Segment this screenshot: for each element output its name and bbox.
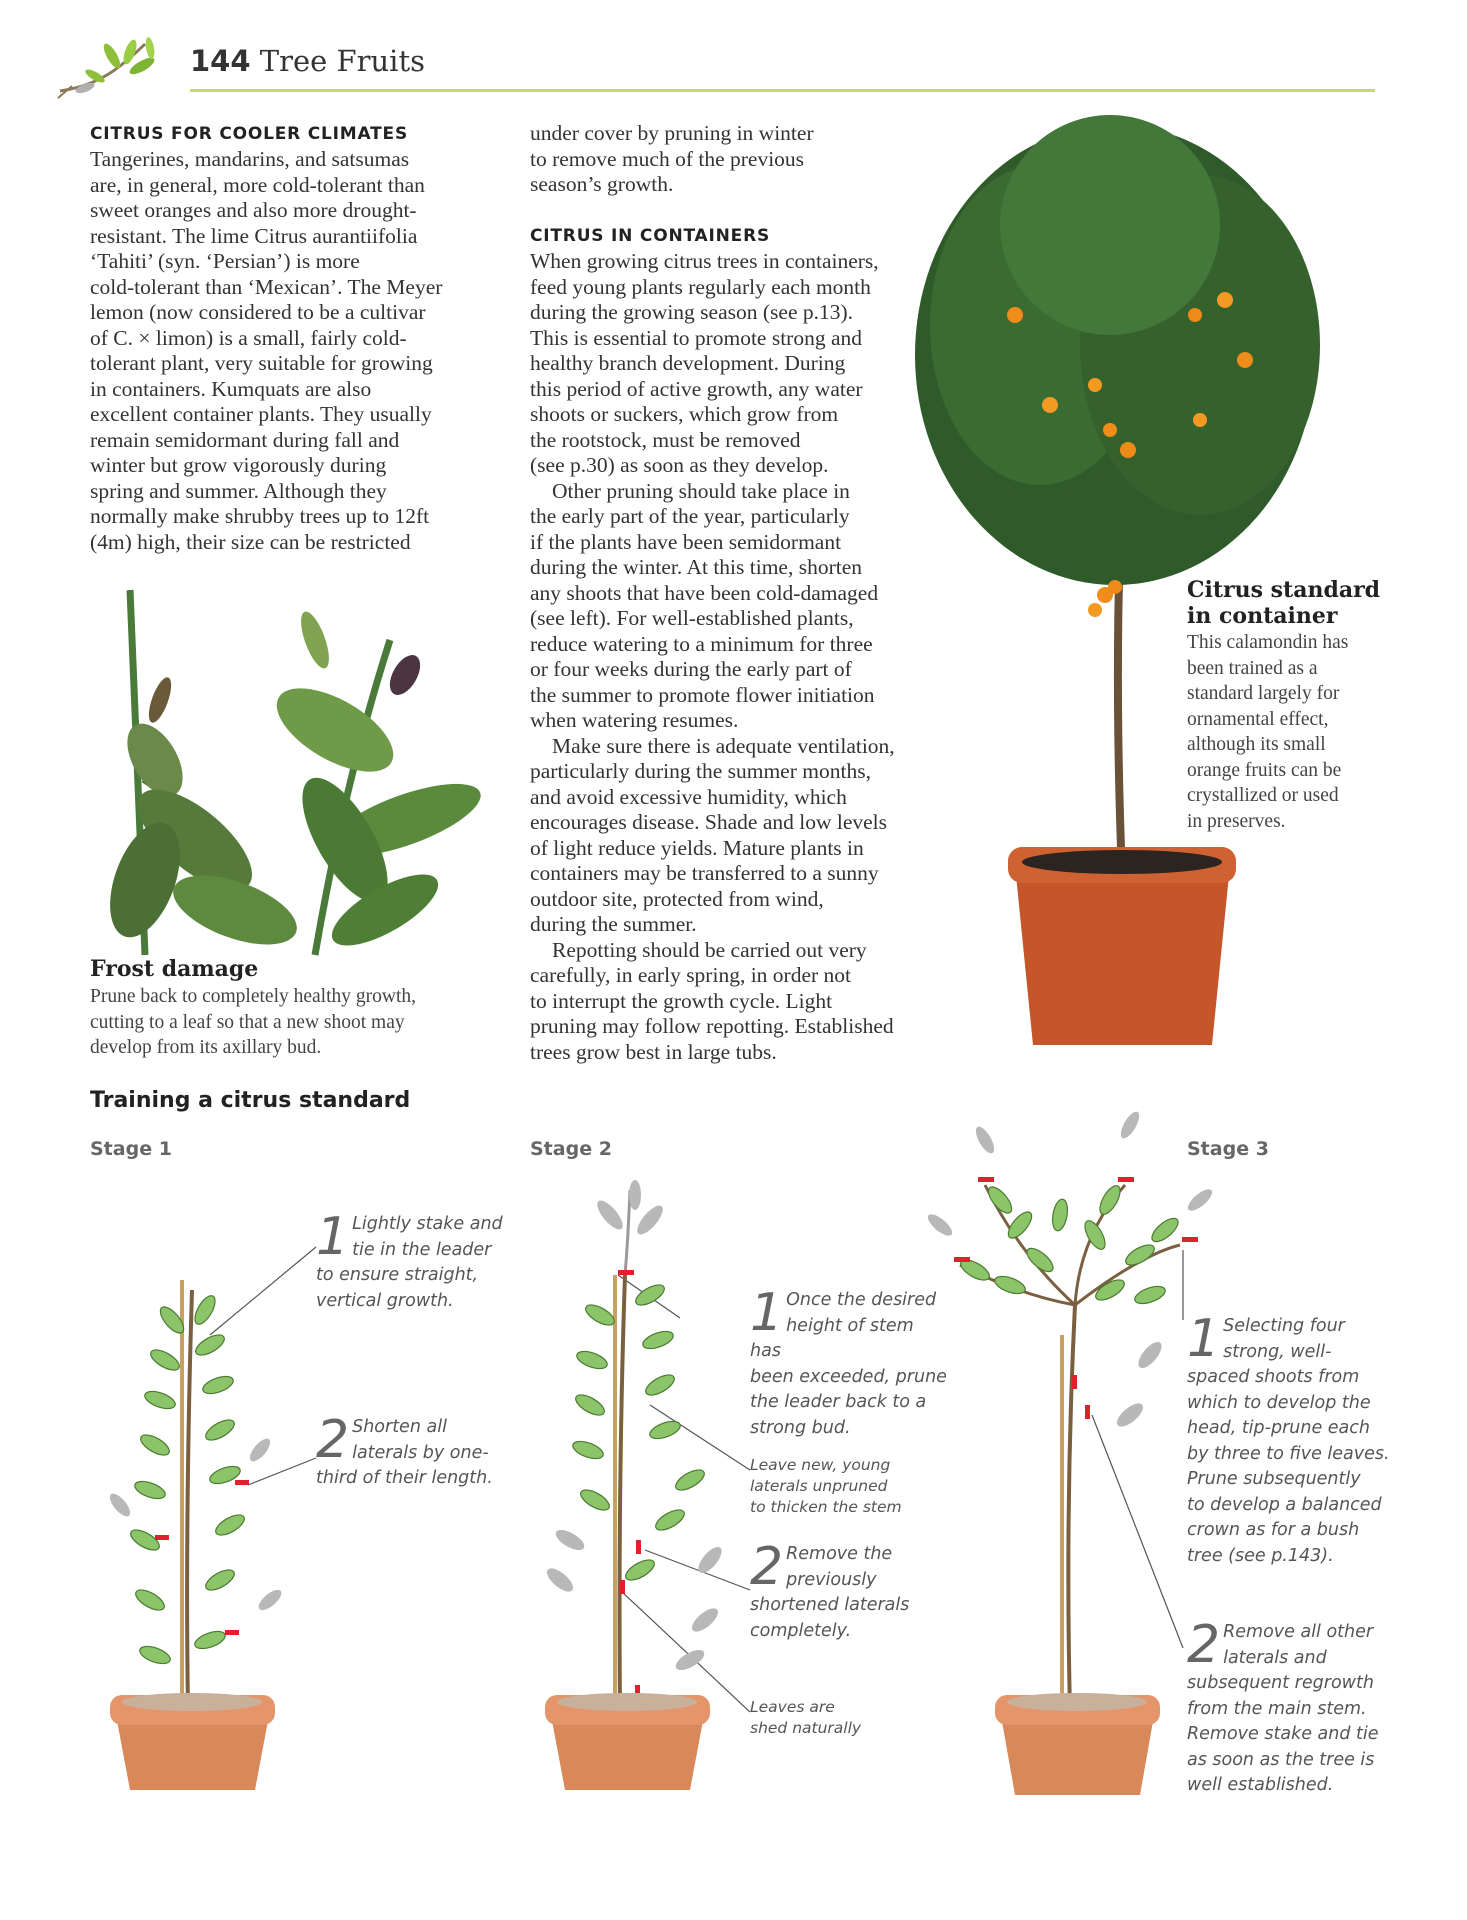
anno-line: height of stem has (750, 1315, 914, 1361)
text-line: under cover by pruning in winter (530, 121, 814, 145)
text-line: lemon (now considered to be a cultivar (90, 300, 426, 324)
stage-3-annotation-2 (1187, 1615, 1397, 1799)
text-line: tolerant plant, very suitable for growing (90, 351, 433, 375)
step-number: 1 (750, 1283, 784, 1343)
caption-line: Prune back to completely healthy growth, (90, 986, 416, 1007)
caption-line: orange fruits can be (1187, 759, 1342, 781)
text-line: normally make shrubby trees up to 12ft (90, 504, 430, 528)
note-line: Leave new, young (750, 1456, 891, 1474)
text-line: containers may be transferred to a sunny (530, 861, 879, 885)
anno-line: to develop a balanced (1187, 1494, 1382, 1515)
note-line: laterals unpruned (750, 1477, 888, 1495)
step-number: 2 (1187, 1615, 1221, 1675)
text-line: if the plants have been semidormant (530, 529, 842, 554)
text-line: trees grow best in large tubs. (530, 1039, 777, 1064)
caption-line: although its small (1187, 734, 1326, 755)
anno-line: completely. (750, 1620, 852, 1641)
anno-line: third of their length. (316, 1468, 493, 1488)
text-line: shoots or suckers, which grow from (530, 402, 839, 426)
section-title: Tree Fruits (259, 44, 425, 78)
step-number: 1 (1187, 1309, 1221, 1369)
text-line: reduce watering to a minimum for three (530, 631, 873, 656)
text-line: sweet oranges and also more drought- (90, 198, 417, 222)
text-line: (see left). For well-established plants, (530, 606, 854, 630)
stage-2-illustration (540, 1180, 770, 1790)
text-line: feed young plants regularly each month (530, 274, 871, 299)
stage-3-annotation-1 (1187, 1309, 1397, 1569)
text-line: Tangerines, mandarins, and satsumas (90, 147, 410, 171)
stage-2-label: Stage 2 (530, 1138, 612, 1160)
anno-line: spaced shoots from (1187, 1367, 1360, 1387)
text-line: cold-tolerant than ‘Mexican’. The Meyer (90, 274, 443, 299)
anno-line: to ensure straight, (316, 1265, 479, 1285)
text-line: and avoid excessive humidity, which (530, 784, 847, 809)
caption-line: been trained as a (1187, 657, 1318, 679)
text-line: (4m) high, their size can be restricted (90, 529, 411, 554)
note-line: Leaves are (750, 1698, 835, 1716)
anno-line: strong bud. (750, 1417, 851, 1438)
anno-line: laterals and (1223, 1647, 1327, 1668)
note-line: shed naturally (750, 1719, 862, 1737)
anno-line: well established. (1187, 1775, 1334, 1795)
text-line: Repotting should be carried out very (552, 937, 867, 962)
text-line: When growing citrus trees in containers, (530, 249, 879, 273)
caption-line: in preserves. (1187, 810, 1286, 832)
text-line: the summer to promote flower initiation (530, 682, 875, 707)
text-line: when watering resumes. (530, 708, 739, 732)
anno-line: laterals by one- (352, 1442, 489, 1463)
anno-line: crown as for a bush (1187, 1520, 1360, 1540)
anno-line: Remove the (786, 1544, 893, 1564)
anno-line: Prune subsequently (1187, 1469, 1361, 1489)
text-line: Make sure there is adequate ventilation, (552, 733, 895, 758)
anno-line: strong, well- (1223, 1341, 1332, 1362)
anno-line: Lightly stake and (352, 1214, 503, 1234)
caption-title-line: Citrus standard (1187, 577, 1381, 603)
anno-line: which to develop the (1187, 1392, 1371, 1413)
page-number: 144 (190, 44, 251, 78)
anno-line: Once the desired (786, 1290, 937, 1310)
anno-line: shortened laterals (750, 1595, 910, 1615)
text-line: during the growing season (see p.13). (530, 300, 854, 324)
stage-1-annotation-2 (316, 1410, 506, 1492)
anno-line: from the main stem. (1187, 1698, 1367, 1719)
step-number: 2 (750, 1537, 784, 1597)
text-line: winter but grow vigorously during (90, 453, 387, 477)
text-line: to interrupt the growth cycle. Light (530, 988, 833, 1013)
text-line: healthy branch development. During (530, 351, 846, 375)
caption-line: ornamental effect, (1187, 708, 1329, 730)
text-line: remain semidormant during fall and (90, 427, 400, 452)
training-title: Training a citrus standard (90, 1088, 411, 1113)
anno-line: head, tip-prune each (1187, 1418, 1370, 1438)
text-line: resistant. The lime Citrus aurantiifolia (90, 223, 418, 248)
text-line: carefully, in early spring, in order not (530, 963, 851, 987)
section-heading-cooler: CITRUS FOR COOLER CLIMATES (90, 124, 409, 144)
caption-title-line: in container (1187, 603, 1338, 629)
text-line: any shoots that have been cold-damaged (530, 580, 879, 605)
step-number: 2 (316, 1410, 350, 1470)
text-line: of C. × limon) is a small, fairly cold- (90, 325, 407, 350)
anno-line: Remove all other (1223, 1622, 1374, 1642)
stage-3-label: Stage 3 (1187, 1138, 1269, 1160)
text-line: the early part of the year, particularly (530, 504, 850, 528)
text-line: spring and summer. Although they (90, 478, 387, 503)
anno-line: as soon as the tree is (1187, 1749, 1375, 1770)
stage-1-annotation-1 (316, 1207, 506, 1314)
text-line: Other pruning should take place in (552, 478, 850, 503)
text-line: season’s growth. (530, 172, 674, 196)
anno-line: the leader back to a (750, 1392, 927, 1412)
text-line: This is essential to promote strong and (530, 325, 863, 350)
anno-line: tie in the leader (352, 1239, 492, 1260)
text-line: are, in general, more cold-tolerant than (90, 172, 425, 197)
text-line: or four weeks during the early part of (530, 657, 852, 681)
anno-line: vertical growth. (316, 1290, 454, 1311)
section-heading-containers: CITRUS IN CONTAINERS (530, 226, 771, 246)
text-line: the rootstock, must be removed (530, 427, 801, 452)
text-line: pruning may follow repotting. Established (530, 1014, 894, 1038)
anno-line: subsequent regrowth (1187, 1673, 1374, 1693)
text-line: (see p.30) as soon as they develop. (530, 453, 829, 477)
text-line: ‘Tahiti’ (syn. ‘Persian’) is more (90, 249, 360, 273)
caption-line: This calamondin has (1187, 632, 1349, 653)
anno-line: Remove stake and tie (1187, 1724, 1379, 1744)
caption-line: crystallized or used (1187, 785, 1339, 806)
text-line: encourages disease. Shade and low levels (530, 810, 888, 834)
caption-line: standard largely for (1187, 683, 1340, 704)
anno-line: by three to five leaves. (1187, 1443, 1390, 1464)
text-line: particularly during the summer months, (530, 759, 871, 783)
step-number: 1 (316, 1207, 350, 1267)
text-line: in containers. Kumquats are also (90, 376, 372, 401)
anno-line: Selecting four (1223, 1316, 1345, 1336)
caption-line: cutting to a leaf so that a new shoot may (90, 1011, 405, 1033)
note-line: to thicken the stem (750, 1498, 902, 1516)
text-line: outdoor site, protected from wind, (530, 886, 824, 911)
text-line: this period of active growth, any water (530, 376, 863, 401)
anno-line: been exceeded, prune (750, 1366, 947, 1387)
stage-1-label: Stage 1 (90, 1138, 172, 1160)
anno-line: previously (786, 1569, 877, 1590)
text-line: excellent container plants. They usually (90, 402, 432, 426)
anno-line: tree (see p.143). (1187, 1545, 1334, 1566)
text-line: during the summer. (530, 912, 697, 936)
text-line: during the winter. At this time, shorten (530, 555, 863, 579)
frost-caption-title: Frost damage (90, 956, 259, 982)
text-line: of light reduce yields. Mature plants in (530, 835, 864, 860)
anno-line: Shorten all (352, 1417, 447, 1437)
caption-line: develop from its axillary bud. (90, 1037, 322, 1058)
text-line: to remove much of the previous (530, 146, 805, 171)
